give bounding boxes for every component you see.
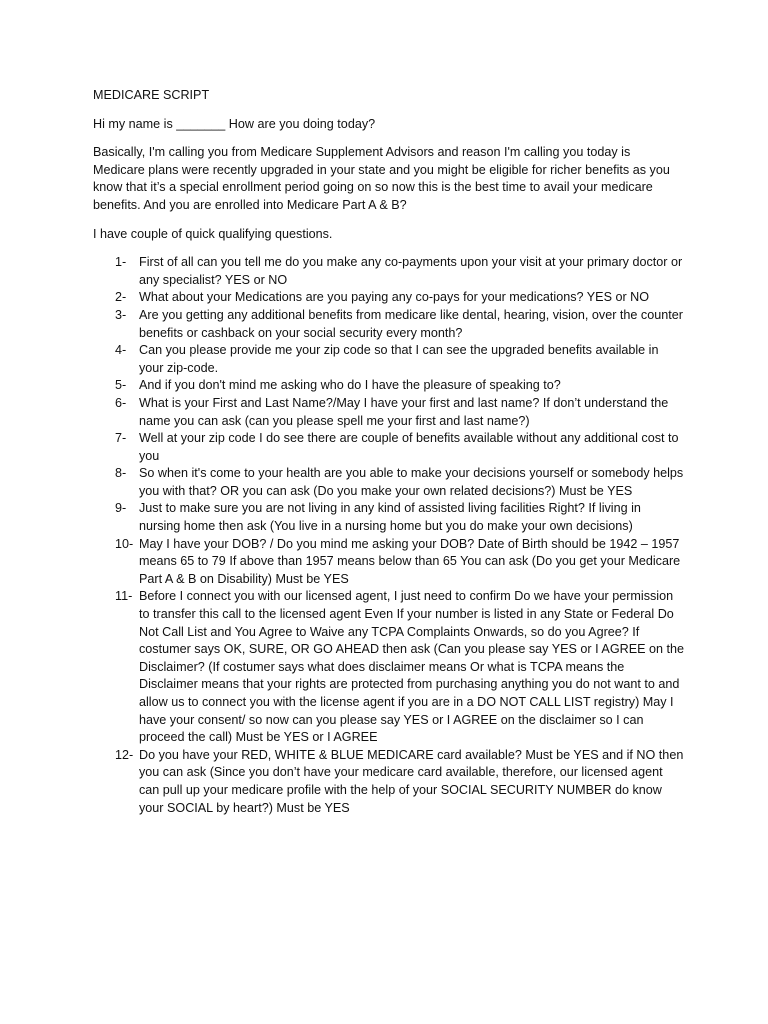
question-item [93,307,685,342]
question-number: 3- [115,307,127,322]
question-item [93,254,685,289]
question-text: What about your Medications are you paying any co-pays for your medications? YES or NO [139,290,650,305]
question-item [93,465,685,500]
question-number: 2- [115,290,127,305]
question-text: Just to make sure you are not living in any kind of assisted living facilities Right? If living in nursing home then ask (You live in a nursing home but you do make your own decisions) [139,501,641,534]
question-number: 6- [115,395,127,410]
intro-paragraph: Basically, I'm calling you from Medicare Supplement Advisors and reason I'm calling you today is Medicare plans were recently upgraded in your state and you might be eligible for richer benefits as you know that it’s a special enrollment period going on so now this is the best time to avail your medicare benefits. And you are enrolled into Medicare Part A & B? [93,145,670,212]
question-text: And if you don't mind me asking who do I have the pleasure of speaking to? [139,378,561,393]
qualifying-lead-paragraph: I have couple of quick qualifying questions. [93,226,333,241]
question-text: Before I connect you with our licensed agent, I just need to confirm Do we have your permission to transfer this call to the licensed agent Even If your number is listed in any State or Federal Do Not Call List and You Agree to Waive any TCPA Complaints Onwards, so do you Agree? If costumer says OK, SURE, OR GO AHEAD then ask (Can you please say YES or I AGREE on the Disclaimer? (If costumer says what does disclaimer means Or what is TCPA means the Disclaimer means that your rights are protected from purchasing anything you do not want to and allow us to connect you with the license agent if you are in a DO NOT CALL LIST registry) May I have your consent/ so now can you please say YES or I AGREE on the disclaimer so I can proceed the call) Must be YES or I AGREE [139,589,685,745]
question-item [93,747,685,817]
question-item [93,536,685,589]
question-text: Can you please provide me your zip code so that I can see the upgraded benefits available in your zip-code. [139,343,659,375]
question-item [93,500,685,535]
question-item [93,342,685,377]
document-title: MEDICARE SCRIPT [93,88,210,102]
question-number: 5- [115,378,127,393]
question-item [93,430,685,465]
questions-list [93,254,685,817]
question-text: Well at your zip code I do see there are couple of benefits available without any additional cost to you [139,431,679,463]
question-number: 9- [115,501,127,516]
question-item [93,588,685,746]
question-number: 8- [115,466,127,481]
document-body [93,87,685,817]
question-item [93,377,685,395]
question-item [93,289,685,307]
question-number: 11- [115,589,133,604]
question-text: May I have your DOB? / Do you mind me asking your DOB? Date of Birth should be 1942 – 1957 means 65 to 79 If above than 1957 means below than 65 You can ask (Do you get your Medicare Part A & B on Disability) Must be YES [139,536,681,586]
question-text: Do you have your RED, WHITE & BLUE MEDICARE card available? Must be YES and if NO then you can ask (Since you don’t have your medicare card available, therefore, our licensed agent can pull up your medicare profile with the help of your SOCIAL SECURITY NUMBER do know your SOCIAL by heart?) Must be YES [139,747,684,815]
greeting-paragraph: Hi my name is _______ How are you doing today? [93,116,376,131]
question-text: Are you getting any additional benefits from medicare like dental, hearing, vision, over the counter benefits or cashback on your social security every month? [139,307,683,340]
question-number: 1- [115,255,127,270]
question-text: So when it's come to your health are you able to make your decisions yourself or somebody helps you with that? OR you can ask (Do you make your own related decisions?) Must be YES [139,466,684,498]
question-text: First of all can you tell me do you make any co-payments upon your visit at your primary doctor or any specialist? YES or NO [139,255,683,287]
question-text: What is your First and Last Name?/May I have your first and last name? If don’t understand the name you can ask (can you please spell me your first and last name?) [139,395,669,428]
question-number: 4- [115,343,127,358]
question-number: 10- [115,536,134,551]
question-number: 7- [115,431,127,446]
question-number: 12- [115,747,134,762]
question-item [93,395,685,430]
